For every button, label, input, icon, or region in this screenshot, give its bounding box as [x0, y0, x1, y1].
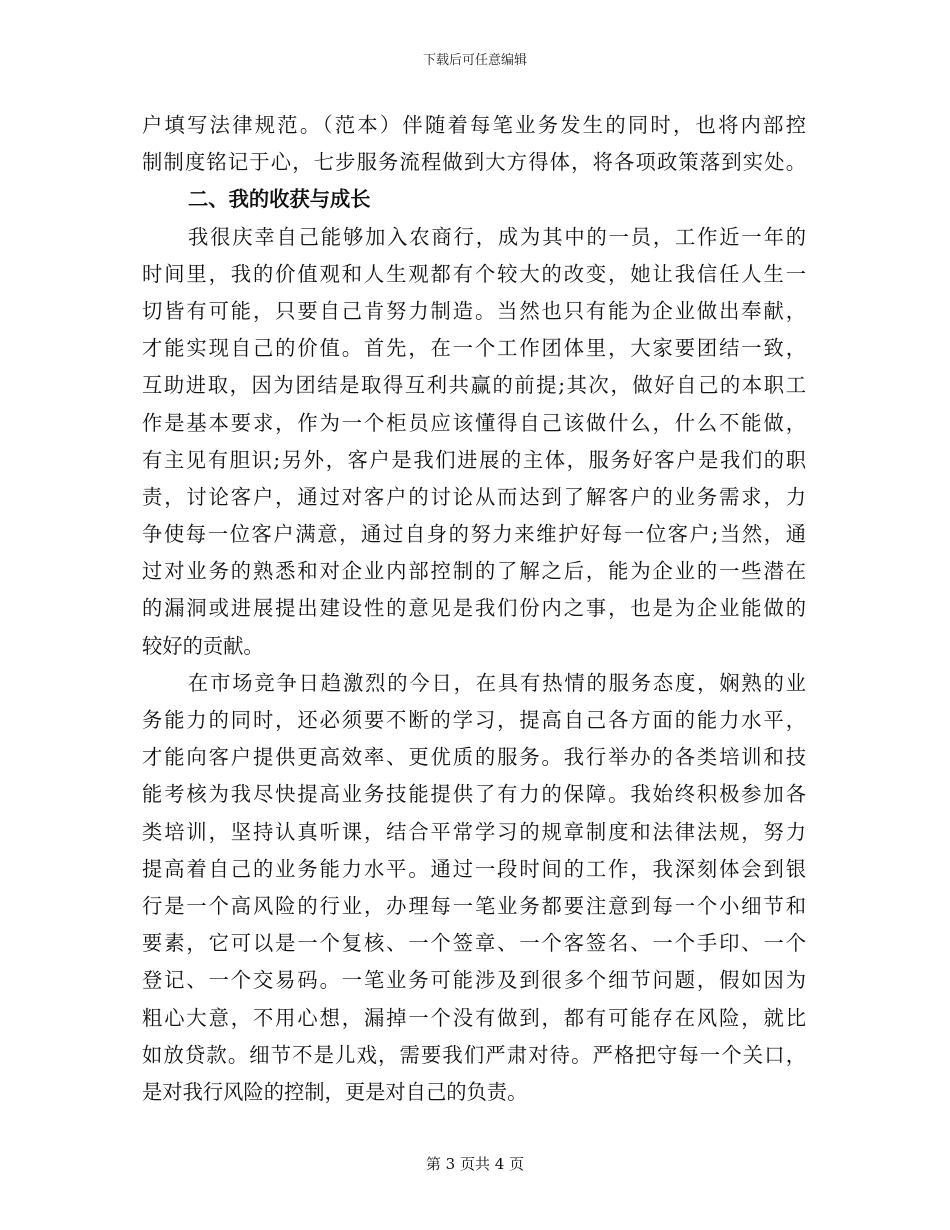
- page-header-note: 下载后可任意编辑: [422, 53, 527, 68]
- body-line: 能考核为我尽快提高业务技能提供了有力的保障。我始终积极参加各: [142, 782, 806, 807]
- body-line: 的漏洞或进展提出建设性的意见是我们份内之事，也是为企业能做的: [142, 596, 806, 621]
- body-line: 作是基本要求，作为一个柜员应该懂得自己该做什么，什么不能做，: [142, 410, 806, 435]
- body-line: 较好的贡献。: [142, 633, 264, 658]
- body-line: 登记、一个交易码。一笔业务可能涉及到很多个细节问题，假如因为: [142, 968, 806, 993]
- body-line: 类培训，坚持认真听课，结合平常学习的规章制度和法律法规，努力: [142, 819, 806, 844]
- body-line: 时间里，我的价值观和人生观都有个较大的改变，她让我信任人生一: [142, 261, 806, 286]
- body-line: 制制度铭记于心，七步服务流程做到大方得体，将各项政策落到实处。: [142, 150, 806, 175]
- body-line: 争使每一位客户满意，通过自身的努力来维护好每一位客户;当然，通: [142, 522, 806, 547]
- page-number: 第 3 页共 4 页: [425, 1155, 525, 1173]
- body-line: 行是一个高风险的行业，办理每一笔业务都要注意到每一个小细节和: [142, 893, 806, 918]
- body-line: 我很庆幸自己能够加入农商行，成为其中的一员，工作近一年的: [188, 224, 806, 249]
- body-line: 责，讨论客户，通过对客户的讨论从而达到了解客户的业务需求，力: [142, 484, 806, 509]
- document-body: [142, 107, 806, 1111]
- body-line: 粗心大意，不用心想，漏掉一个没有做到，都有可能存在风险，就比: [142, 1005, 806, 1030]
- body-line: 才能实现自己的价值。首先，在一个工作团体里，大家要团结一致，: [142, 336, 806, 361]
- body-line: 切皆有可能，只要自己肯努力制造。当然也只有能为企业做出奉献，: [142, 298, 806, 323]
- body-line: 户填写法律规范。（范本）伴随着每笔业务发生的同时，也将内部控: [142, 113, 806, 137]
- body-line: 如放贷款。细节不是儿戏，需要我们严肃对待。严格把守每一个关口，: [142, 1042, 806, 1067]
- body-line: 要素，它可以是一个复核、一个签章、一个客签名、一个手印、一个: [142, 931, 806, 956]
- body-line: 务能力的同时，还必须要不断的学习，提高自己各方面的能力水平，: [142, 708, 806, 732]
- body-line: 才能向客户提供更高效率、更优质的服务。我行举办的各类培训和技: [142, 745, 806, 770]
- body-line: 提高着自己的业务能力水平。通过一段时间的工作，我深刻体会到银: [142, 856, 806, 881]
- body-line: 有主见有胆识;另外，客户是我们进展的主体，服务好客户是我们的职: [142, 447, 806, 472]
- section-heading: 二、我的收获与成长: [188, 187, 371, 212]
- body-line: 是对我行风险的控制，更是对自己的负责。: [142, 1079, 528, 1104]
- body-line: 在市场竞争日趋激烈的今日，在具有热情的服务态度，娴熟的业: [188, 670, 806, 695]
- body-line: 过对业务的熟悉和对企业内部控制的了解之后，能为企业的一些潜在: [142, 559, 806, 584]
- body-line: 互助进取，因为团结是取得互利共赢的前提;其次，做好自己的本职工: [142, 373, 806, 398]
